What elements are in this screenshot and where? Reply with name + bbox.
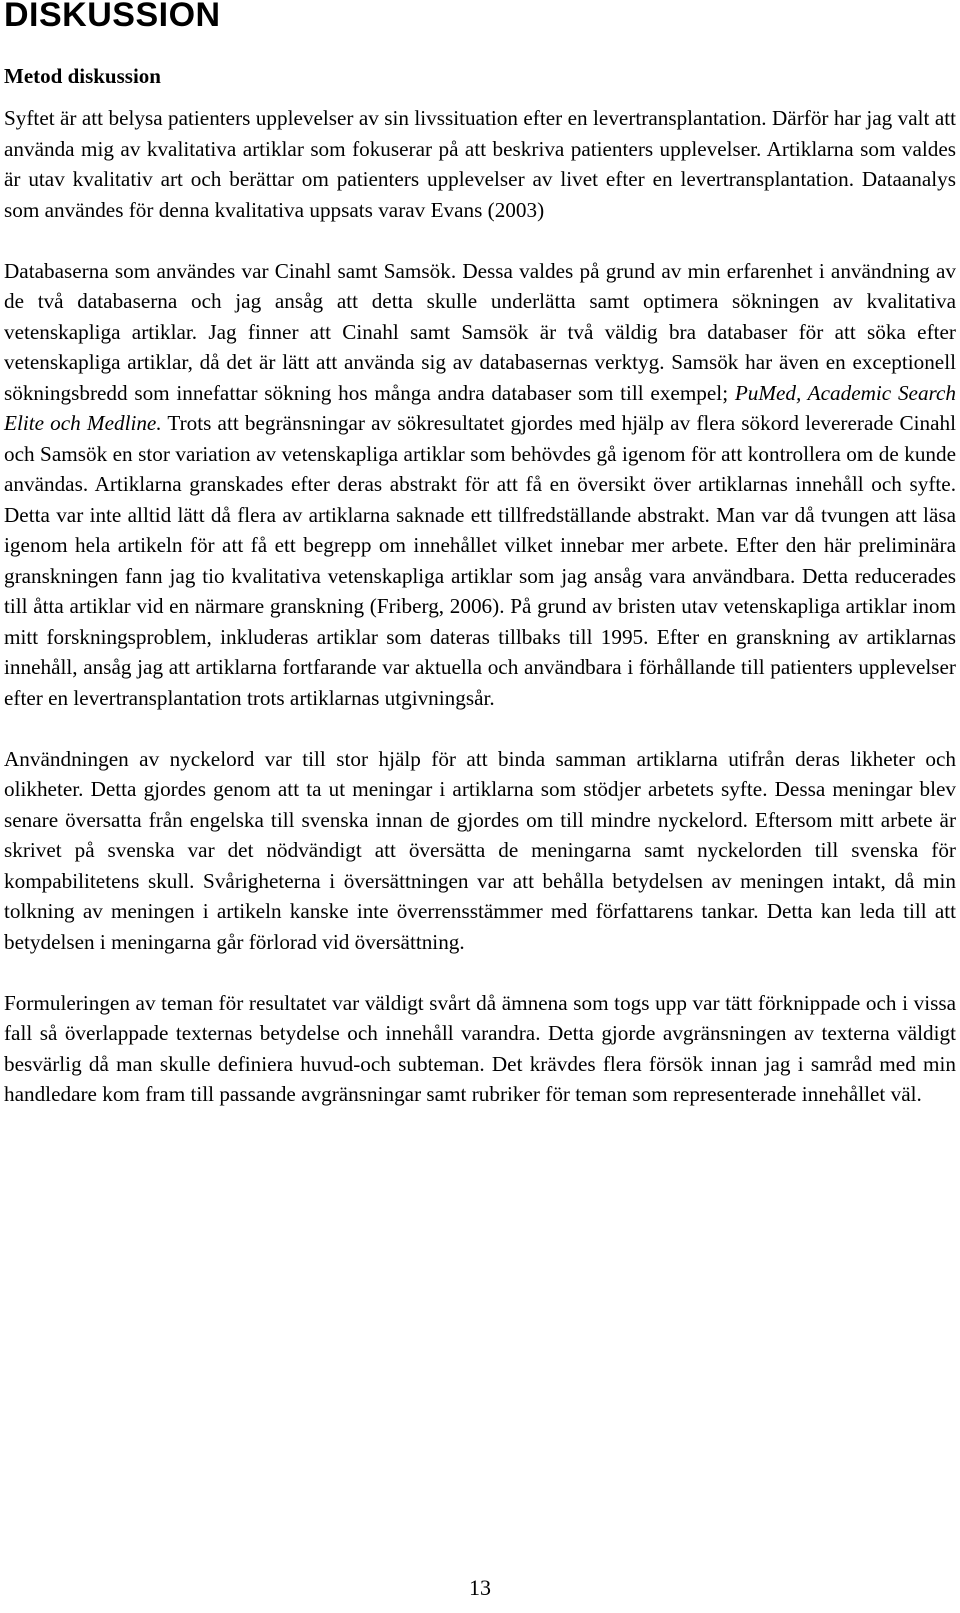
document-body <box>4 103 956 1110</box>
database-names: PuMed, Academic Search Elite och Medline. <box>4 380 956 435</box>
paragraph-purpose: Syftet är att belysa patienters upplevelser av sin livssituation efter en levertransplantation. Därför har jag valt att använda mig av kvalitativa artiklar som fokuserar på att beskriva patienters upplevelser. Artiklarna som valdes är utav kvalitativ art och berättar om patienters upplevelser av livet efter en levertransplantation. Dataanalys som användes för denna kvalitativa uppsats varav Evans (2003) <box>4 106 956 222</box>
page-number: 13 <box>469 1575 491 1600</box>
paragraph-databases-text-b: Trots att begränsningar av sökresultatet gjordes med hjälp av flera sökord levererade Cinahl och Samsök en stor variation av vetenskapliga artiklar som behövdes gå igenom för att kontrollera om de kunde användas. Artiklarna granskades efter deras abstrakt för att få en översikt över artiklarnas innehåll och syfte. Detta var inte alltid lätt då flera av artiklarna saknade ett tillfredställande abstrakt. Man var då tvungen att läsa igenom hela artikeln för att få ett begrepp om innehållet vilket innebar mer arbete. Efter den här preliminära granskningen fann jag tio kvalitativa vetenskapliga artiklar som jag ansåg vara användbara. Detta reducerades till åtta artiklar vid en närmare granskning (Friberg, 2006). På grund av bristen utav vetenskapliga artiklar inom mitt forskningsproblem, inkluderas artiklar som dateras tillbaks till 1995. Efter en granskning av artiklarnas innehåll, ansåg jag att artiklarna fortfarande var aktuella och användbara i förhållande till patienters upplevelser efter en levertransplantation trots artiklarnas utgivningsår. <box>4 411 956 710</box>
paragraph-databases <box>4 256 956 714</box>
paragraph-spacer <box>4 225 956 256</box>
paragraph-themes: Formuleringen av teman för resultatet var väldigt svårt då ämnena som togs upp var tätt förknippade och i vissa fall så överlappade texternas betydelse och innehåll varandra. Detta gjorde avgränsningen av texterna väldigt besvärlig då man skulle definiera huvud-och subteman. Det krävdes flera försök innan jag i samråd med min handledare kom fram till passande avgränsningar samt rubriker för teman som representerade innehållet väl. <box>4 990 956 1106</box>
section-heading: Metod diskussion <box>4 64 161 88</box>
paragraph-databases-text-a: Databaserna som användes var Cinahl samt Samsök. Dessa valdes på grund av min erfarenhet i användning av de två databaserna och jag ansåg att detta skulle underlätta samt optimera sökningen av kvalitativa vetenskapliga artiklar. Jag finner att Cinahl samt Samsök är två väldig bra databaser för att söka efter vetenskapliga artiklar, då det är lätt att använda sig av databasernas verktyg. Samsök har även en exceptionell sökningsbredd som innefattar sökning hos många andra databaser som till exempel; <box>4 258 956 405</box>
paragraph-spacer <box>4 713 956 744</box>
page-heading: DISKUSSION <box>4 0 221 34</box>
paragraph-keywords: Användningen av nyckelord var till stor hjälp för att binda samman artiklarna utifrån deras likheter och olikheter. Detta gjordes genom att ta ut meningar i artiklarna som stödjer arbetets syfte. Dessa meningar blev senare översatta från engelska till svenska innan de gjordes om till mindre nyckelord. Eftersom mitt arbete är skrivet på svenska var det nödvändigt att översätta de meningarna samt nyckelorden till svenska för kompabilitetens skull. Svårigheterna i översättningen var att behålla betydelsen av meningen intakt, då min tolkning av meningen i artikeln kanske inte överrensstämmer med författarens tankar. Detta kan leda till att betydelsen i meningarna går förlorad vid översättning. <box>4 746 956 954</box>
paragraph-spacer <box>4 957 956 988</box>
